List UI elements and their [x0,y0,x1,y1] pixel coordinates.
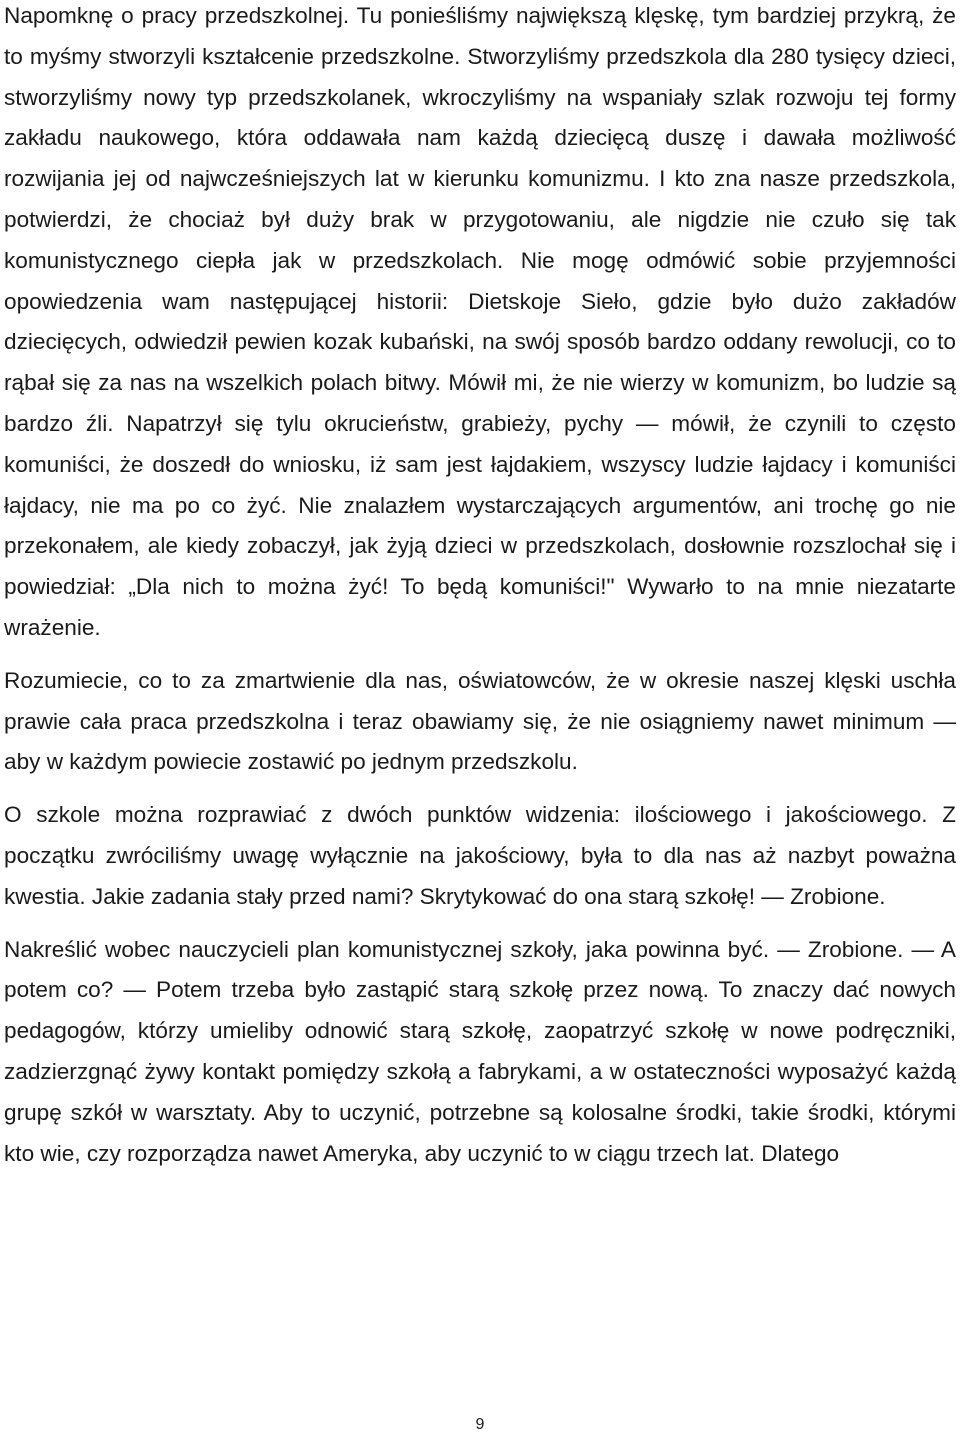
document-page [4,0,956,1436]
paragraph-school-viewpoints: O szkole można rozprawiać z dwóch punktów widzenia: ilościowego i jakościowego. Z początku zwróciliśmy uwagę wyłącznie na jakościowy, była to dla nas aż nazbyt poważna kwestia. Jakie zadania stały przed nami? Skrytykować do ona starą szkołę! — Zrobione. [4,802,956,909]
paragraph-preschool-work: Napomknę o pracy przedszkolnej. Tu ponieśliśmy największą klęskę, tym bardziej przykrą, że to myśmy stworzyli kształcenie przedszkolne. Stworzyliśmy przedszkola dla 280 tysięcy dzieci, stworzyliśmy nowy typ przedszkolanek, wkroczyliśmy na wspaniały szlak rozwoju tej formy zakładu naukowego, która oddawała nam każdą dziecięcą duszę i dawała możliwość rozwijania jej od najwcześniejszych lat w kierunku komunizmu. I kto zna nasze przedszkola, potwierdzi, że chociaż był duży brak w przygotowaniu, ale nigdzie nie czuło się tak komunistycznego ciepła jak w przedszkolach. Nie mogę odmówić sobie przyjemności opowiedzenia wam następującej historii: Dietskoje Sieło, gdzie było dużo zakładów dziecięcych, odwiedził pewien kozak kubański, na swój sposób bardzo oddany rewolucji, co to rąbał się za nas na wszelkich polach bitwy. Mówił mi, że nie wierzy w komunizm, bo ludzie są bardzo źli. Napatrzył się tylu okrucieństw, grabieży, pychy — mówił, że czynili to często komuniści, że doszedł do wniosku, iż sam jest łajdakiem, wszyscy ludzie łajdacy i komuniści łajdacy, nie ma po co żyć. Nie znalazłem wystarczających argumentów, ani trochę go nie przekonałem, ale kiedy zobaczył, jak żyją dzieci w przedszkolach, dosłownie rozszlochał się i powiedział: „Dla nich to można żyć! To będą komuniści!" Wywarło to na mnie niezatarte wrażenie. [4,3,956,640]
page-number: 9 [475,1416,485,1433]
paragraph-preschool-worry: Rozumiecie, co to za zmartwienie dla nas, oświatowców, że w okresie naszej klęski uschła prawie cała praca przedszkolna i teraz obawiamy się, że nie osiągniemy nawet minimum — aby w każdym powiecie zostawić po jednym przedszkolu. [4,667,956,775]
paragraph-teacher-plan: Nakreślić wobec nauczycieli plan komunistycznej szkoły, jaka powinna być. — Zrobione. — A potem co? — Potem trzeba było zastąpić starą szkołę przez nową. To znaczy dać nowych pedagogów, którzy umieliby odnowić starą szkołę, zaopatrzyć szkołę w nowe podręczniki, zadzierzgnąć żywy kontakt pomiędzy szkołą a fabrykami, a w ostateczności wyposażyć każdą grupę szkół w warsztaty. Aby to uczynić, potrzebne są kolosalne środki, takie środki, którymi kto wie, czy rozporządza nawet Ameryka, aby uczynić to w ciągu trzech lat. Dlatego [4,936,956,1166]
